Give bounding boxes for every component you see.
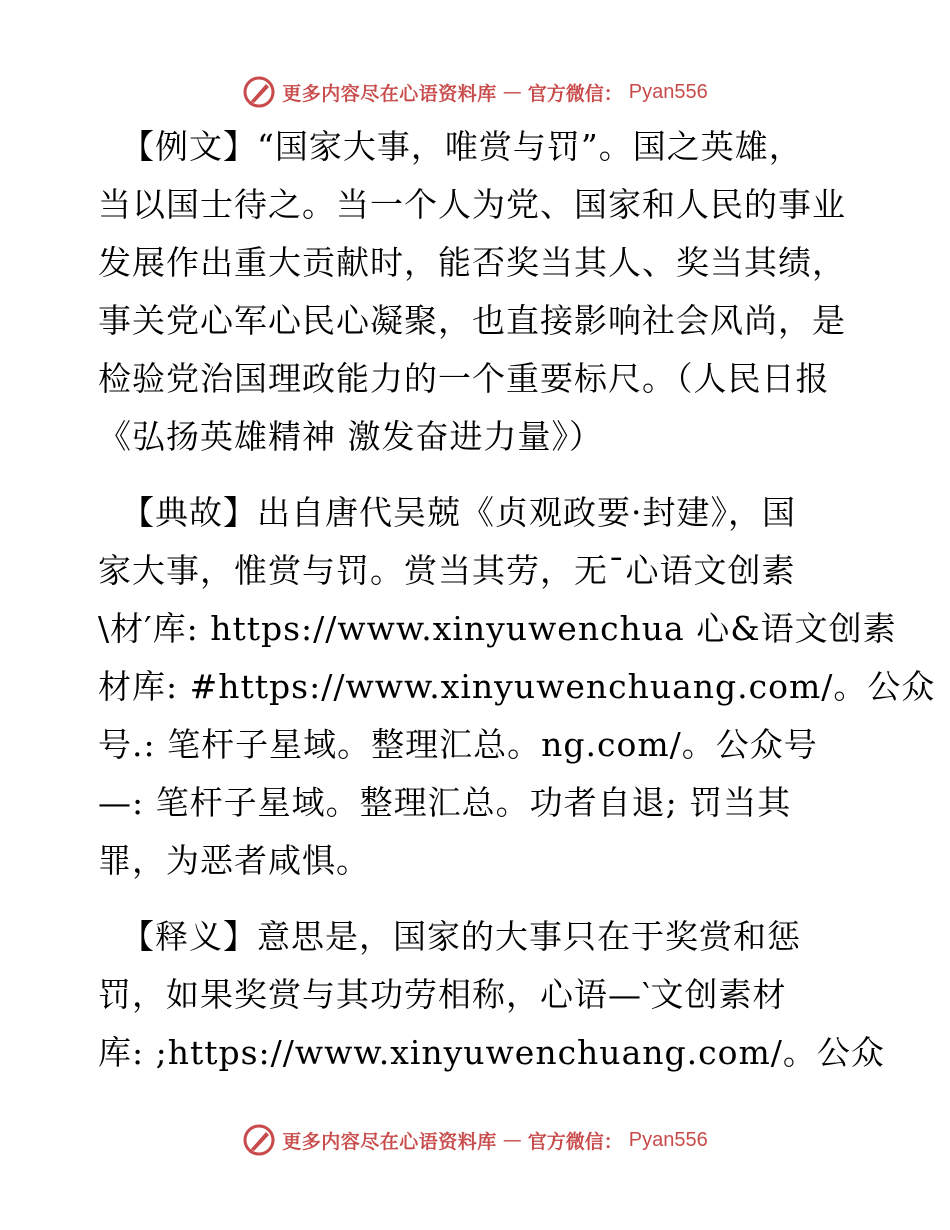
footer-banner (0, 1120, 950, 1160)
paragraph-interpretation (98, 908, 885, 1082)
text-line: 罪，为恶者咸惧。 (98, 841, 370, 880)
text-line: 《弘扬英雄精神 激发奋进力量》） (98, 417, 603, 456)
text-line: —: 笔杆子星域。整理汇总。功者自退; 罚当其 (98, 783, 792, 822)
banner-dash: — (502, 1129, 522, 1151)
banner-dash: — (502, 81, 522, 103)
text-line: 【例文】“国家大事，唯赏与罚”。国之英雄， (98, 127, 803, 166)
document-body (98, 118, 936, 1100)
banner-text: 更多内容尽在心语资料库 (282, 82, 497, 105)
quill-pen-logo-icon (242, 1123, 276, 1157)
text-line: 罚，如果奖赏与其功劳相称，心语—‵文创素材 (98, 975, 787, 1014)
banner-label: 官方微信： (527, 1130, 623, 1153)
text-line: 材库: #https://www.xinyuwenchuang.com/。公众 (98, 667, 936, 706)
paragraph-example (98, 118, 858, 466)
banner-wechat-id: Pyan556 (628, 80, 708, 103)
text-line: 当以国士待之。当一个人为党、国家和人民的事业 (98, 185, 846, 224)
banner-wechat-id: Pyan556 (628, 1128, 708, 1151)
text-line: 【典故】出自唐代吴兢《贞观政要·封建》，国 (98, 493, 796, 532)
text-line: 检验党治国理政能力的一个重要标尺。（人民日报 (98, 359, 830, 398)
banner-text: 更多内容尽在心语资料库 (282, 1130, 497, 1153)
text-line: 【释义】意思是，国家的大事只在于奖赏和惩 (98, 917, 801, 956)
paragraph-allusion (98, 484, 936, 890)
text-line: 事关党心军心民心凝聚，也直接影响社会风尚，是 (98, 301, 846, 340)
header-banner (0, 72, 950, 112)
quill-pen-logo-icon (242, 75, 276, 109)
text-line: 发展作出重大贡献时，能否奖当其人、奖当其绩， (98, 243, 846, 282)
banner-label: 官方微信： (527, 82, 623, 105)
text-line: 号.: 笔杆子星域。整理汇总。ng.com/。公众号 (98, 725, 818, 764)
text-line: \材′库: https://www.xinyuwenchua 心&语文创素 (98, 609, 897, 648)
text-line: 库: ;https://www.xinyuwenchuang.com/。公众 (98, 1033, 885, 1072)
text-line: 家大事，惟赏与罚。赏当其劳，无¯心语文创素 (98, 551, 796, 590)
